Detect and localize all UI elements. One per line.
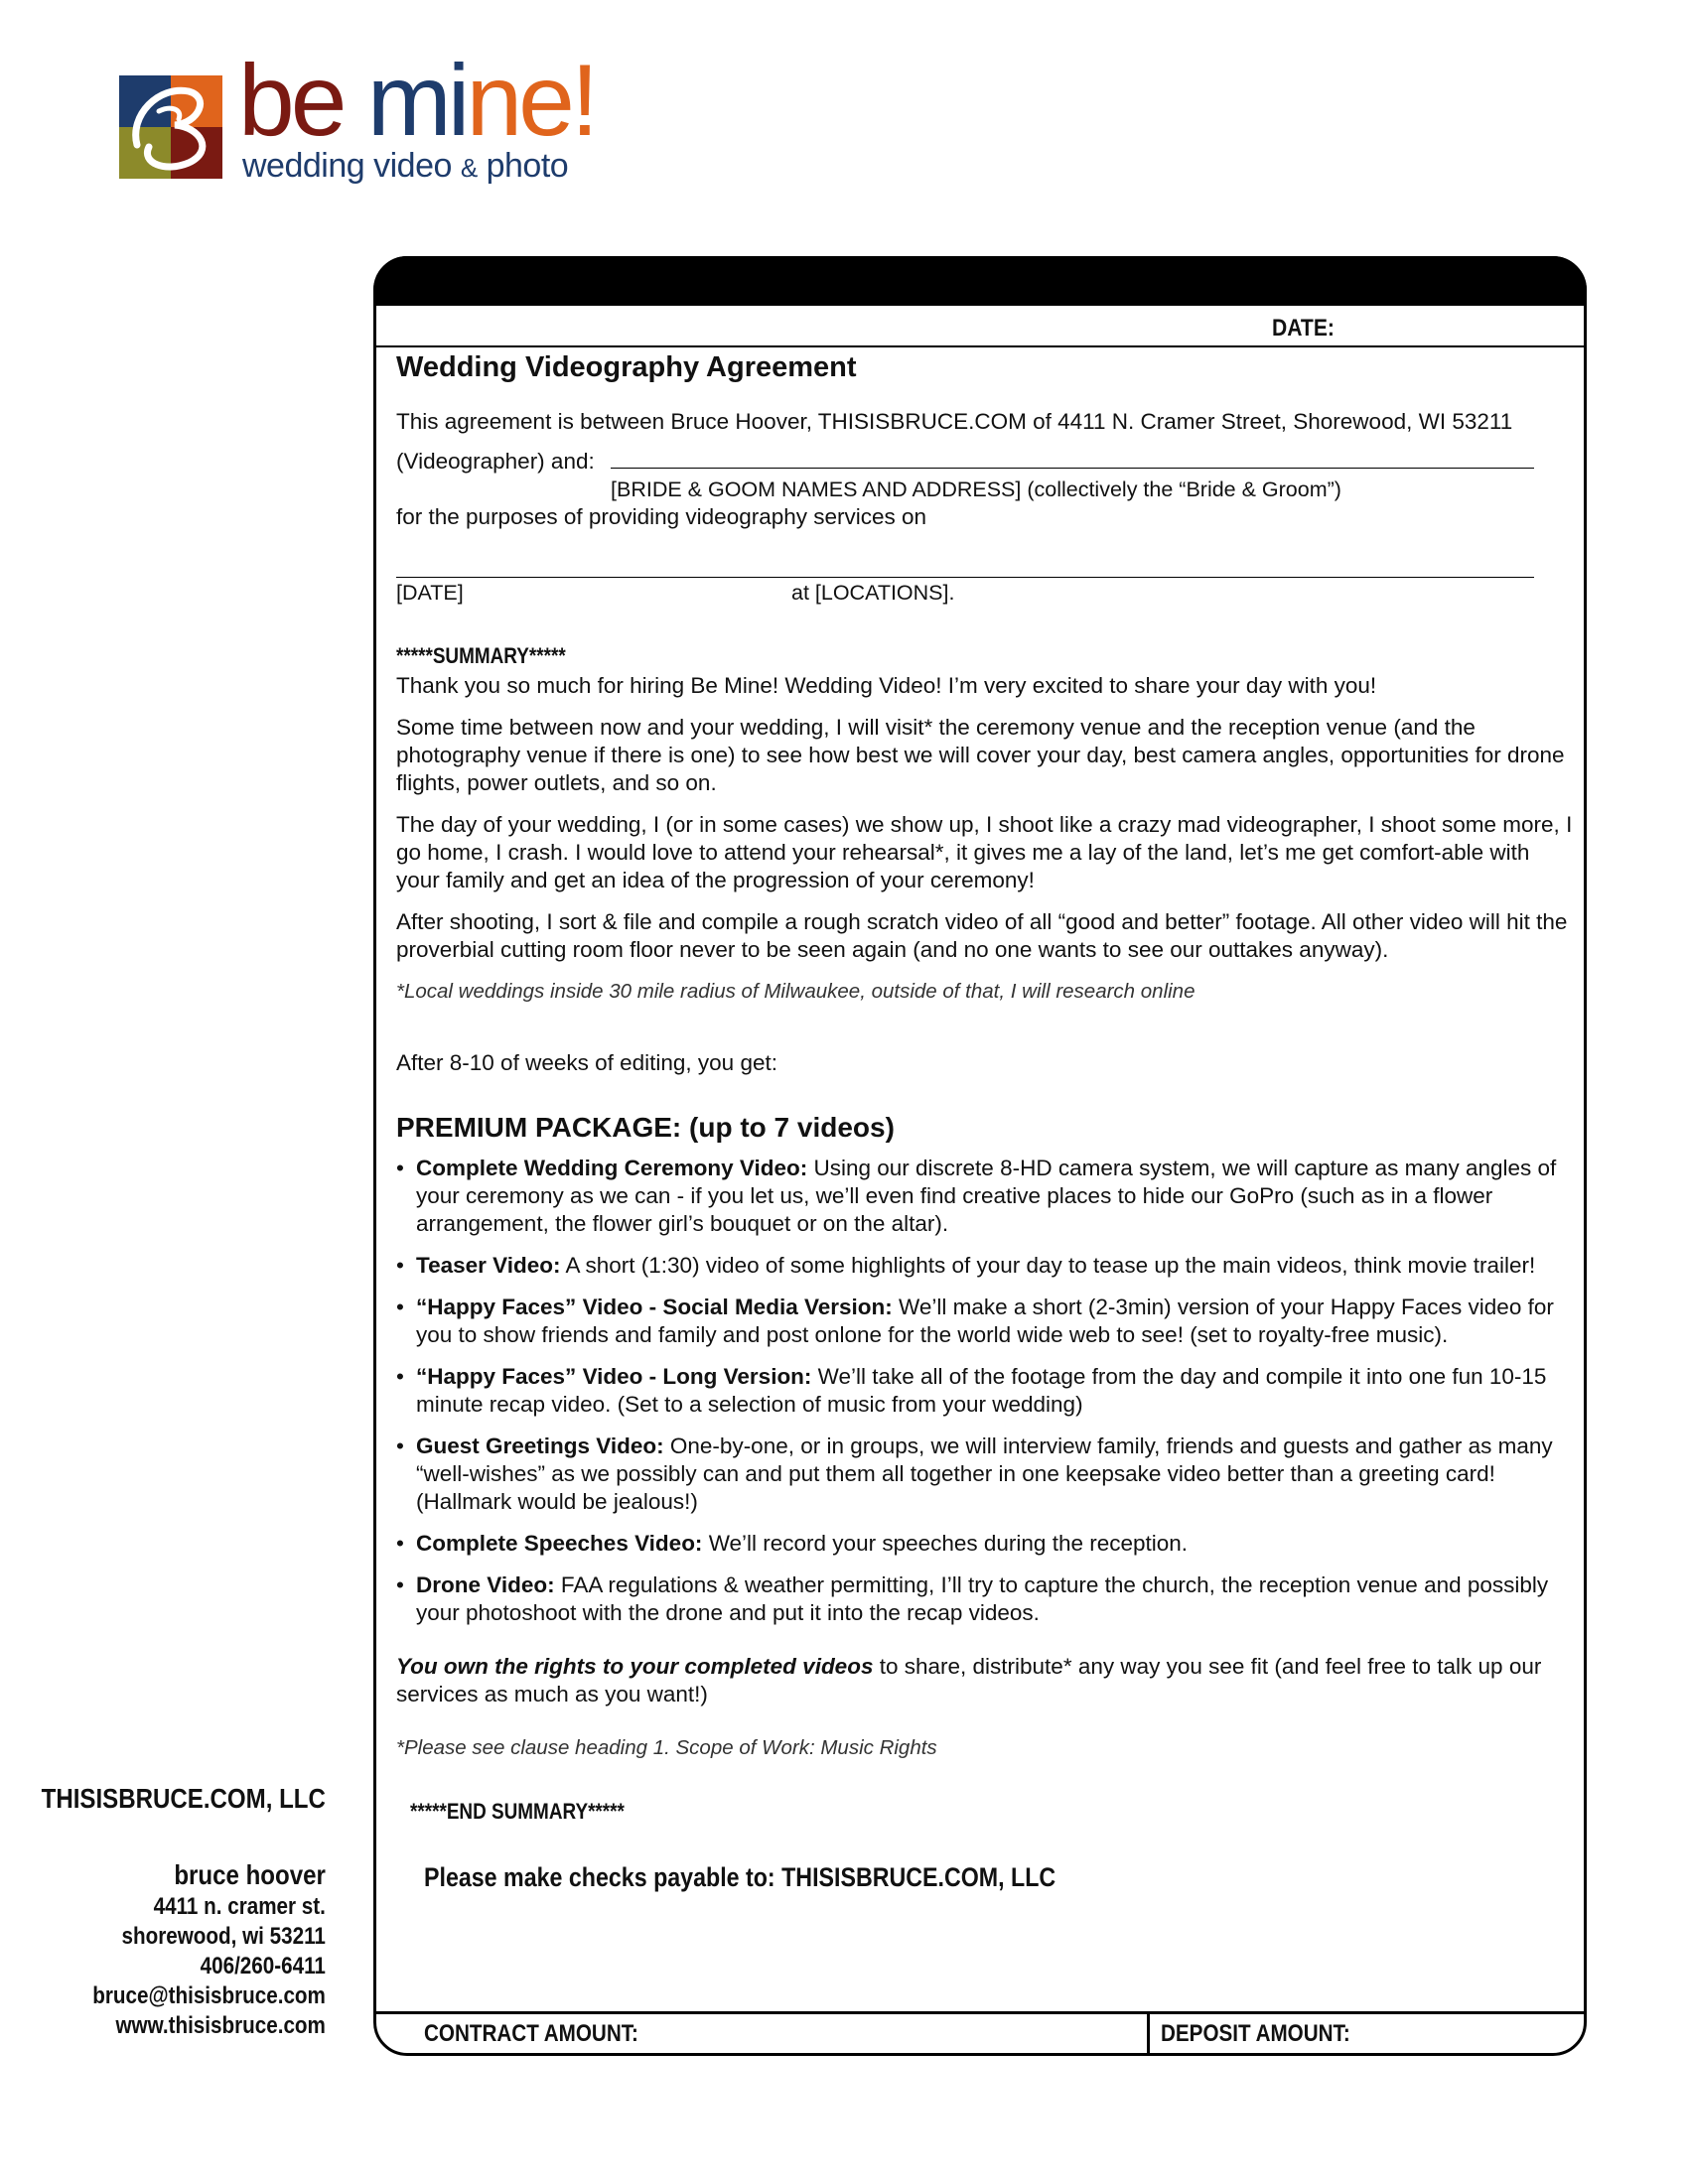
item-text: A short (1:30) video of some highlights of your day to tease up the main videos, think movie trailer! bbox=[560, 1253, 1536, 1278]
city-address: shorewood, wi 53211 bbox=[121, 1923, 326, 1950]
phone-number: 406/260-6411 bbox=[200, 1953, 326, 1979]
checks-payable-text: Please make checks payable to: THISISBRUCE.COM, LLC bbox=[424, 1862, 1056, 1892]
item-text: We’ll make a short (2-3min) version of your Happy Faces video for you to show friends and family and post onlone for the world wide web to see! (set to royalty-free music). bbox=[416, 1295, 1554, 1347]
header-bar bbox=[373, 256, 1587, 306]
logo-mark-icon bbox=[119, 75, 222, 179]
logo-subtitle: wedding video & photo bbox=[242, 147, 569, 185]
package-title: PREMIUM PACKAGE: (up to 7 videos) bbox=[396, 1112, 895, 1143]
deposit-amount-field[interactable]: DEPOSIT AMOUNT: bbox=[1161, 2020, 1350, 2047]
purpose-text: for the purposes of providing videography services on bbox=[396, 504, 927, 529]
package-items bbox=[396, 1155, 1574, 1627]
intro-text: This agreement is between Bruce Hoover, THISISBRUCE.COM of 4411 N. Cramer Street, Shorewood, WI 53211 bbox=[396, 409, 1513, 434]
date-label: DATE: bbox=[1272, 315, 1335, 341]
list-item: • Guest Greetings Video: One-by-one, or in groups, we will interview family, friends and guests and gather as many “well-wishes” as we possibly can and put them all together in one keepsake video better than a greeting card! (Hallmark would be jealous!) bbox=[396, 1433, 1553, 1514]
contract-amount-field[interactable]: CONTRACT AMOUNT: bbox=[424, 2020, 638, 2047]
agreement-form bbox=[373, 256, 1587, 2056]
location-placeholder: at [LOCATIONS]. bbox=[791, 581, 955, 605]
date-placeholder: [DATE] bbox=[396, 581, 464, 605]
street-address: 4411 n. cramer st. bbox=[153, 1893, 326, 1920]
email-link[interactable]: bruce@thisisbruce.com bbox=[92, 1982, 326, 2009]
logo-title: be mine! bbox=[238, 44, 596, 157]
item-title: Complete Speeches Video: bbox=[416, 1531, 703, 1556]
list-item: • “Happy Faces” Video - Social Media Version: We’ll make a short (2-3min) version of your Happy Faces video for you to show friends and family and post onlone for the world wide web to see! (set to royalty-free music). bbox=[396, 1295, 1554, 1347]
item-text: We’ll record your speeches during the reception. bbox=[702, 1531, 1189, 1556]
end-summary-heading: *****END SUMMARY***** bbox=[410, 1799, 625, 1824]
item-text: One-by-one, or in groups, we will interview family, friends and guests and gather as many “well-wishes” as we possibly can and put them all together in one keepsake video better than a greeting card! (Hallmark would be jealous!) bbox=[416, 1433, 1553, 1514]
footer-column-divider bbox=[1147, 2011, 1150, 2053]
local-weddings-note: *Local weddings inside 30 mile radius of Milwaukee, outside of that, I will research online bbox=[396, 980, 1196, 1003]
item-title: Drone Video: bbox=[416, 1572, 555, 1597]
rights-text: You own the rights to your completed videos to share, distribute* any way you see fit (and feel free to talk up our services as much as you want!) bbox=[396, 1654, 1542, 1706]
item-text: FAA regulations & weather permitting, I’ll try to capture the church, the reception venue and possibly your photoshoot with the drone and put it into the recap videos. bbox=[416, 1572, 1549, 1625]
bride-groom-caption: [BRIDE & GOOM NAMES AND ADDRESS] (collectively the “Bride & Groom”) bbox=[611, 478, 1341, 501]
agreement-content bbox=[396, 350, 1574, 1893]
summary-paragraph: The day of your wedding, I (or in some cases) we show up, I shoot like a crazy mad videographer, I shoot some more, I go home, I crash. I would love to attend your rehearsal*, it gives me a lay of the land, let’s me get comfort-able with your family and get an idea of the progression of your ceremony! bbox=[396, 812, 1573, 892]
list-item: • Complete Wedding Ceremony Video: Using our discrete 8-HD camera system, we will capture as many angles of your ceremony as we can - if you let us, we’ll even find creative places to hide our GoPro (such as in a flower arrangement, the flower girl’s bouquet or on the altar). bbox=[396, 1156, 1557, 1236]
contact-person: bruce hoover bbox=[174, 1859, 326, 1890]
item-title: “Happy Faces” Video - Social Media Version: bbox=[416, 1295, 893, 1319]
bride-groom-field[interactable] bbox=[611, 468, 1534, 469]
item-title: Teaser Video: bbox=[416, 1253, 561, 1278]
summary-paragraph: After shooting, I sort & file and compile a rough scratch video of all “good and better” footage. All other video will hit the proverbial cutting room floor never to be seen again (and no one wants to see our outtakes anyway). bbox=[396, 909, 1568, 962]
list-item: • “Happy Faces” Video - Long Version: We’ll take all of the footage from the day and compile it into one fun 10-15 minute recap video. (Set to a selection of music from your wedding) bbox=[396, 1364, 1547, 1417]
company-name: THISISBRUCE.COM, LLC bbox=[41, 1783, 326, 1814]
after-editing-text: After 8-10 of weeks of editing, you get: bbox=[396, 1050, 777, 1075]
rights-emphasis: You own the rights to your completed videos bbox=[396, 1654, 874, 1679]
document-title: Wedding Videography Agreement bbox=[396, 351, 857, 383]
item-text: Using our discrete 8-HD camera system, we will capture as many angles of your ceremony as we can - if you let us, we’ll even find creative places to hide our GoPro (such as in a flower arrangement, the flower girl’s bouquet or on the altar). bbox=[416, 1156, 1557, 1236]
footer-divider bbox=[376, 2011, 1584, 2014]
item-title: Guest Greetings Video: bbox=[416, 1433, 664, 1458]
videographer-label: (Videographer) and: bbox=[396, 449, 595, 474]
company-logo bbox=[119, 44, 596, 189]
summary-paragraph: Thank you so much for hiring Be Mine! Wedding Video! I’m very excited to share your day with you! bbox=[396, 673, 1377, 698]
header-divider bbox=[376, 345, 1584, 347]
item-title: Complete Wedding Ceremony Video: bbox=[416, 1156, 808, 1180]
list-item: • Teaser Video: A short (1:30) video of some highlights of your day to tease up the main videos, think movie trailer! bbox=[396, 1253, 1536, 1278]
company-info bbox=[42, 1783, 326, 2041]
date-location-field[interactable] bbox=[396, 577, 1534, 578]
website-link[interactable]: www.thisisbruce.com bbox=[115, 2012, 326, 2039]
music-rights-note: *Please see clause heading 1. Scope of Work: Music Rights bbox=[396, 1736, 937, 1759]
item-text: We’ll take all of the footage from the day and compile it into one fun 10-15 minute recap video. (Set to a selection of music from your wedding) bbox=[416, 1364, 1547, 1417]
date-location-line bbox=[396, 531, 1574, 605]
list-item: • Complete Speeches Video: We’ll record your speeches during the reception. bbox=[396, 1531, 1189, 1556]
summary-heading: *****SUMMARY***** bbox=[396, 643, 566, 668]
videographer-line bbox=[396, 448, 1574, 478]
list-item: • Drone Video: FAA regulations & weather permitting, I’ll try to capture the church, the reception venue and possibly your photoshoot with the drone and put it into the recap videos. bbox=[396, 1572, 1549, 1625]
summary-paragraph: Some time between now and your wedding, I will visit* the ceremony venue and the reception venue (and the photography venue if there is one) to see how best we will cover your day, best camera angles, opportunities for drone flights, power outlets, and so on. bbox=[396, 715, 1565, 795]
item-title: “Happy Faces” Video - Long Version: bbox=[416, 1364, 812, 1389]
